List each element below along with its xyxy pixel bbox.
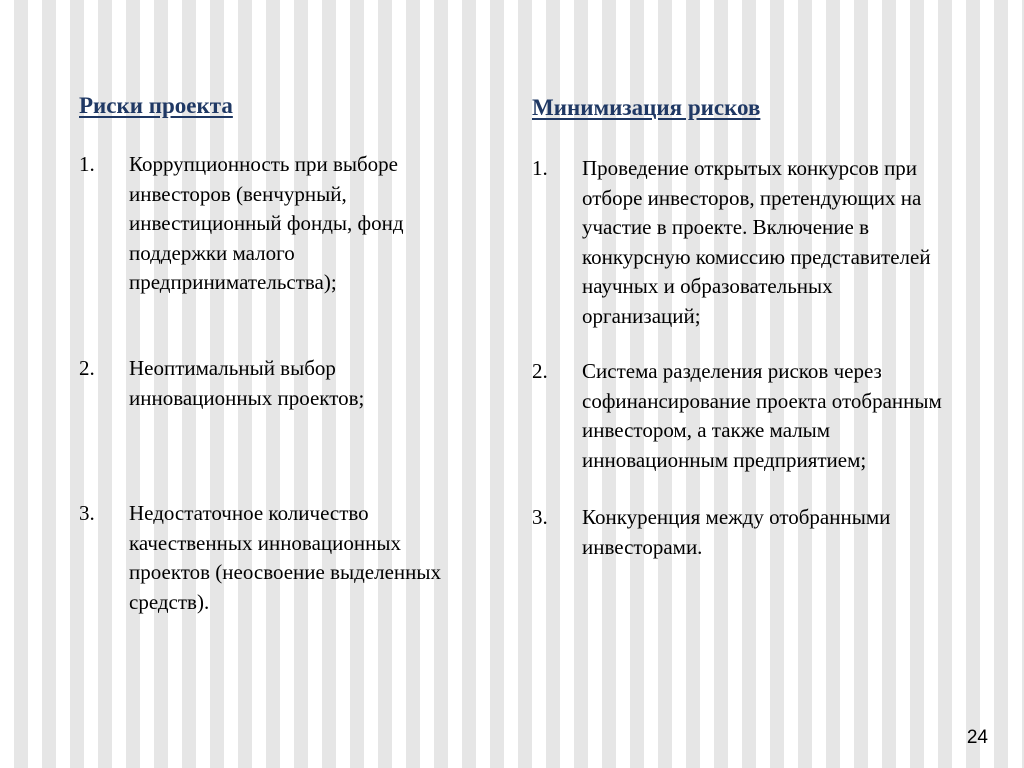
item-text: Недостаточное количество качественных инновационных проектов (неосвоение выделенных средств). xyxy=(129,501,442,614)
risks-column xyxy=(79,92,479,614)
item-number: 3. xyxy=(532,505,548,529)
item-number: 2. xyxy=(79,356,95,380)
item-text: Система разделения рисков через софинансирование проекта отобранным инвестором, а также малым инновационным предприятием; xyxy=(582,359,942,472)
mitigation-heading: Минимизация рисков xyxy=(532,95,761,120)
item-number: 3. xyxy=(79,501,95,525)
item-number: 1. xyxy=(79,152,95,176)
page-number: 24 xyxy=(966,727,988,748)
risks-heading: Риски проекта xyxy=(79,93,233,118)
item-text: Проведение открытых конкурсов при отборе инвесторов, претендующих на участие в проекте. Включение в конкурсную комиссию представителей научных и образовательных организаций; xyxy=(582,156,931,328)
item-text: Коррупционность при выборе инвесторов (венчурный, инвестиционный фонды, фонд поддержки малого предпринимательства); xyxy=(129,152,404,294)
item-number: 1. xyxy=(532,156,548,180)
item-text: Конкуренция между отобранными инвесторами. xyxy=(582,505,891,559)
item-text: Неоптимальный выбор инновационных проектов; xyxy=(129,356,365,410)
item-number: 2. xyxy=(532,359,548,383)
mitigation-column xyxy=(532,94,952,559)
